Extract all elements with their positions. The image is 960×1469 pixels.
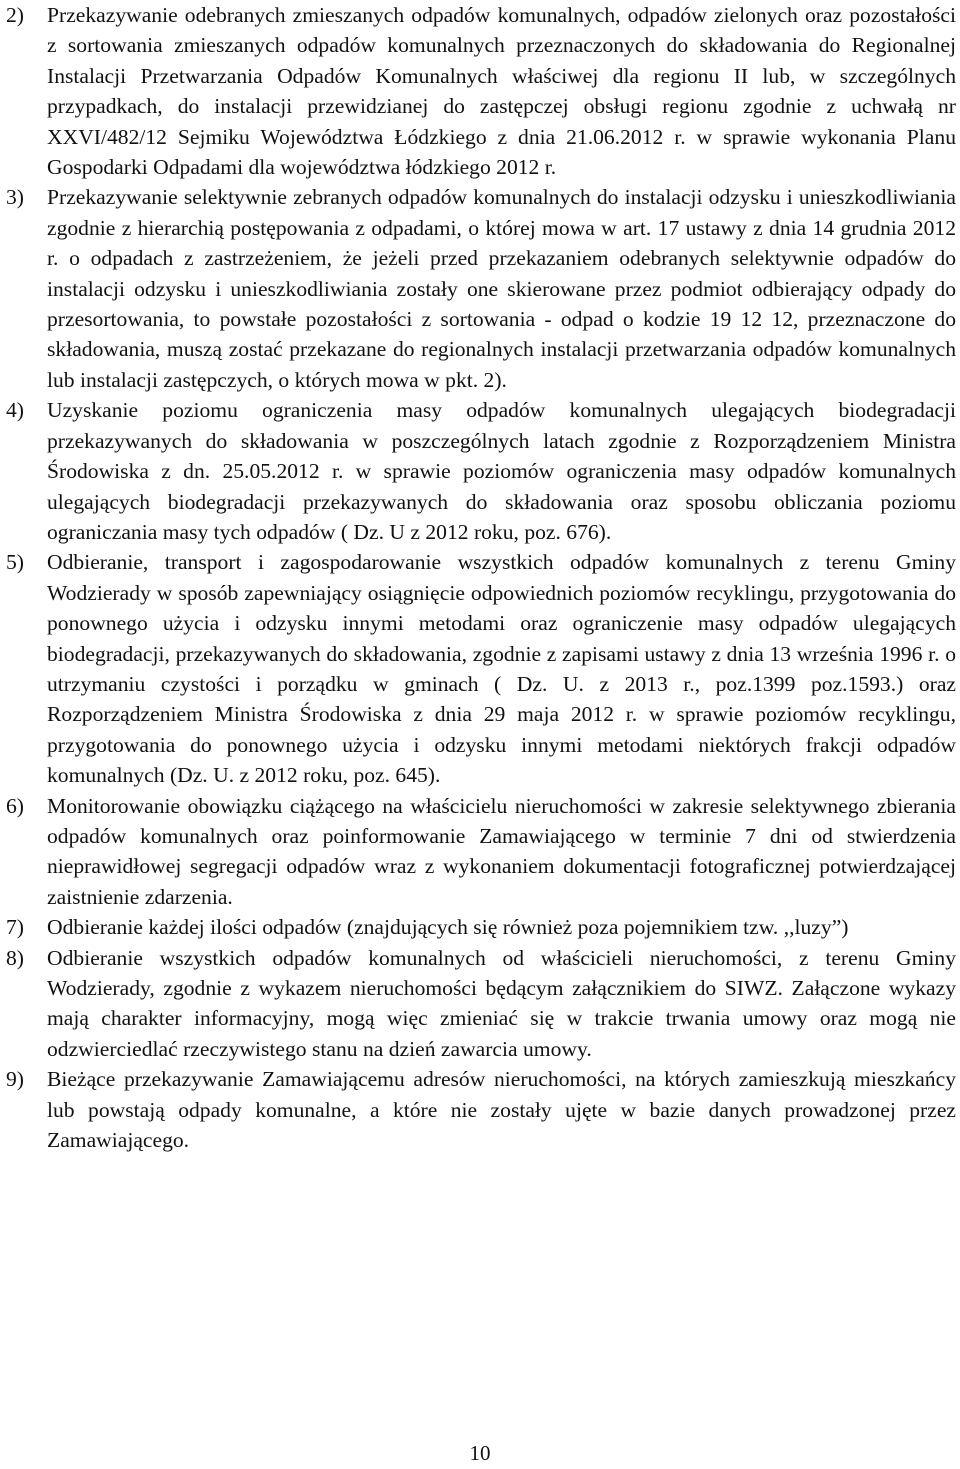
item-number: 8) (6, 945, 24, 970)
item-text: Przekazywanie odebranych zmieszanych odpadów komunalnych, odpadów zielonych oraz pozostałości z sortowania zmieszanych odpadów komunalnych przeznaczonych do składowania do Regionalnej Instalacji Przetwarzania Odpadów Komunalnych właściwej dla regionu II lub, w szczególnych przypadkach, do instalacji przewidzianej do zastępczej obsługi regionu zgodnie z uchwałą nr XXVI/482/12 Sejmiku Województwa Łódzkiego z dnia 21.06.2012 r. w sprawie wykonania Planu Gospodarki Odpadami dla województwa łódzkiego 2012 r. (47, 3, 956, 180)
item-text: Odbieranie wszystkich odpadów komunalnych od właścicieli nieruchomości, z terenu Gminy Wodzierady, zgodnie z wykazem nieruchomości będącym załącznikiem do SIWZ. Załączone wykazy mają charakter informacyjny, mogą więc zmieniać się w trakcie trwania umowy oraz mogą nie odzwierciedlać rzeczywistego stanu na dzień zawarcia umowy. (47, 945, 956, 1061)
list-item-6 (6, 791, 956, 913)
item-text: Uzyskanie poziomu ograniczenia masy odpadów komunalnych ulegających biodegradacji przekazywanych do składowania w poszczególnych latach zgodnie z Rozporządzeniem Ministra Środowiska z dn. 25.05.2012 r. w sprawie poziomów ograniczenia masy odpadów komunalnych ulegających biodegradacji przekazywanych do składowania oraz sposobu obliczania poziomu ograniczania masy tych odpadów ( Dz. U z 2012 roku, poz. 676). (47, 398, 956, 544)
item-text: Odbieranie każdej ilości odpadów (znajdujących się również poza pojemnikiem tzw. ,,luzy”) (47, 915, 849, 940)
list-item-2 (6, 0, 956, 182)
item-number: 9) (6, 1067, 24, 1092)
list-item-9 (6, 1064, 956, 1155)
list-item-3 (6, 182, 956, 395)
item-text: Monitorowanie obowiązku ciążącego na właścicielu nieruchomości w zakresie selektywnego zbierania odpadów komunalnych oraz poinformowanie Zamawiającego w terminie 7 dni od stwierdzenia nieprawidłowej segregacji odpadów wraz z wykonaniem dokumentacji fotograficznej potwierdzającej zaistnienie zdarzenia. (47, 793, 956, 909)
item-number: 4) (6, 398, 24, 423)
list-item-7 (6, 912, 956, 942)
list-item-5 (6, 547, 956, 790)
item-number: 5) (6, 550, 24, 575)
requirements-list (6, 0, 956, 1155)
item-text: Przekazywanie selektywnie zebranych odpadów komunalnych do instalacji odzysku i unieszkodliwiania zgodnie z hierarchią postępowania z odpadami, o której mowa w art. 17 ustawy z dnia 14 grudnia 2012 r. o odpadach z zastrzeżeniem, że jeżeli przed przekazaniem odebranych selektywnie odpadów do instalacji odzysku i unieszkodliwiania zostały one skierowane przez podmiot odbierający odpady do przesortowania, to powstałe pozostałości z sortowania - odpad o kodzie 19 12 12, przeznaczone do składowania, muszą zostać przekazane do regionalnych instalacji przetwarzania odpadów komunalnych lub instalacji zastępczych, o których mowa w pkt. 2). (47, 185, 956, 392)
item-text: Odbieranie, transport i zagospodarowanie wszystkich odpadów komunalnych z terenu Gminy Wodzierady w sposób zapewniający osiągnięcie odpowiednich poziomów recyklingu, przygotowania do ponownego użycia i odzysku innymi metodami oraz ograniczenie masy odpadów ulegających biodegradacji, przekazywanych do składowania, zgodnie z zapisami ustawy z dnia 13 września 1996 r. o utrzymaniu czystości i porządku w gminach ( Dz. U. z 2013 r., poz.1399 poz.1593.) oraz Rozporządzeniem Ministra Środowiska z dnia 29 maja 2012 r. w sprawie poziomów recyklingu, przygotowania do ponownego użycia i odzysku innymi metodami niektórych frakcji odpadów komunalnych (Dz. U. z 2012 roku, poz. 645). (47, 550, 956, 788)
list-item-8 (6, 943, 956, 1065)
page-number: 10 (469, 1441, 491, 1465)
item-text: Bieżące przekazywanie Zamawiającemu adresów nieruchomości, na których zamieszkują mieszkańcy lub powstają odpady komunalne, a które nie zostały ujęte w bazie danych prowadzonej przez Zamawiającego. (47, 1067, 956, 1153)
list-item-4 (6, 395, 956, 547)
item-number: 7) (6, 915, 24, 940)
item-number: 2) (6, 3, 24, 27)
item-number: 3) (6, 185, 24, 210)
item-number: 6) (6, 793, 24, 818)
